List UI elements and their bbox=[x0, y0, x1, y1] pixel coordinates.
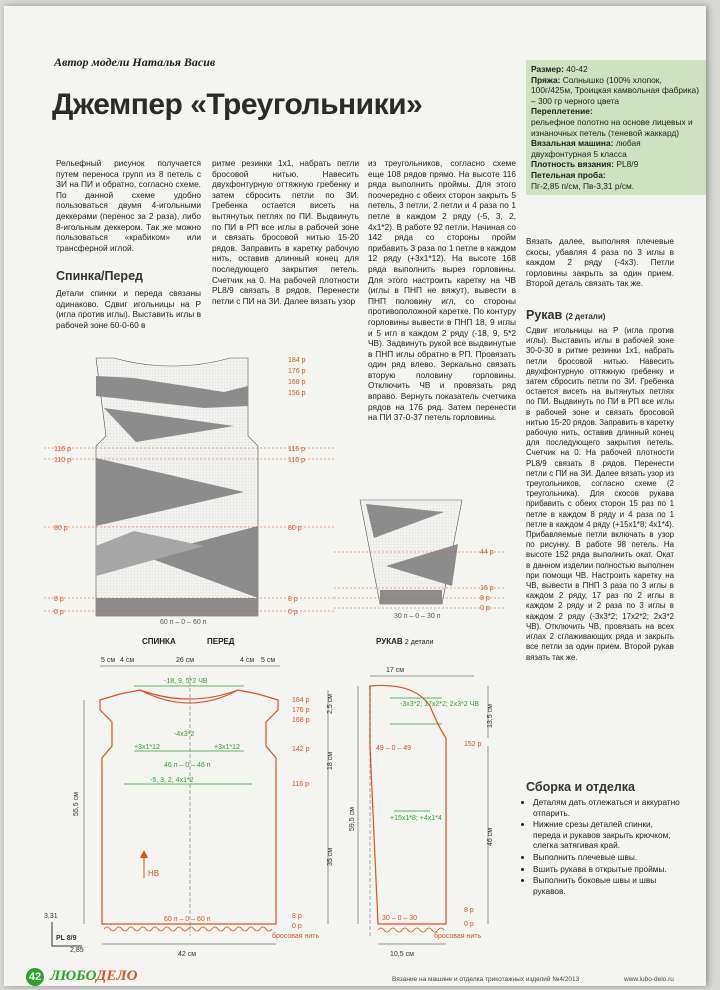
page-title: Джемпер «Треугольники» bbox=[52, 88, 423, 121]
chart-row-label-left: 0 р bbox=[54, 609, 64, 616]
chart-rib-band bbox=[380, 590, 442, 604]
height-label: 55,5 см bbox=[73, 792, 80, 816]
chart-row-label: 116 р bbox=[288, 446, 305, 453]
dim-label: 5 см bbox=[101, 657, 116, 664]
chart-rib-band bbox=[96, 598, 258, 616]
row-label: 0 р bbox=[464, 921, 474, 928]
waste-yarn-note: бросовая нить bbox=[272, 933, 320, 940]
gauge-value: Пг-2,85 п/см, Пв-3,31 р/см. bbox=[531, 180, 635, 191]
brand-part-2: ДЕЛО bbox=[96, 968, 138, 984]
footer-caption: Вязание на машине и отделка трикотажных изделий №4/2013 bbox=[392, 976, 580, 983]
row-label: 8 р bbox=[292, 913, 302, 920]
dim-label: 4 см bbox=[120, 657, 135, 664]
waste-yarn-wave bbox=[104, 927, 272, 931]
width-label: 42 см bbox=[178, 951, 197, 958]
density-value: PL8/9 bbox=[616, 159, 639, 170]
assembly-list bbox=[524, 797, 681, 897]
machine-value: любая двухфонтурная 5 класса bbox=[531, 138, 641, 159]
neck-note: -18, 9, 5*2 ЧВ bbox=[164, 678, 208, 685]
bottom-mark: 60 п – 0 – 60 п bbox=[164, 916, 211, 923]
row-label: 152 р bbox=[464, 741, 482, 748]
column-3-text: из треугольников, согласно схеме еще 108 рядов прямо. На высоте 116 ряда выполнить проймы. Для этого поочередно с обеих сторон закрыть 5 петель, 3 петли, 2 петли и 4 раза по 1 петле в каждом 2 ряду (-5, 3, 2, 4х1*2). В работе 92 петли. Начиная со 142 ряда со стороны пройм прибавить 3 раза по 1 петле в каждом 12 ряду (+3х1*12). На высоте 168 ряда выполнить вырез горловины. Для этого настроить каретку на ЧВ (иглы в ПНП не вяжут), вывести в ПНП половину игл, со стороны противоположной каретке. По контуру горловины вывести в ПНП 18, 9 иглы и 5 игл в каждом 2 ряду (-18, 9, 5*2 ЧВ). Задвинуть рукой все выдвинутые в ПНП иглы обратно в РП. Провязать один ряд влево. Зеркально связать вторую половину горловины. Отключить ЧВ и провязать ряд вправо. Вернуть показатель счетчика рядов на 176 ряд. Затем перенести на ПИ 37-0-37 петель горловины. bbox=[368, 158, 516, 423]
inc-note: +3х1*12 bbox=[214, 744, 240, 751]
chart-row-label: 184 р bbox=[288, 357, 306, 364]
assembly-item: • Вшить рукава в открытые проймы. bbox=[533, 864, 681, 875]
height-label: 35 см bbox=[327, 847, 334, 866]
width-mark: 46 п – 0 – 46 п bbox=[164, 762, 211, 769]
weave-value: рельефное полотно на основе лицевых и изнаночных петель (теневой жаккард) bbox=[531, 116, 693, 138]
chart-row-label: 80 р bbox=[288, 525, 302, 532]
height-label: 2,5 см bbox=[327, 694, 334, 714]
row-label: 184 р bbox=[292, 697, 310, 704]
column-2-text: ритме резинки 1х1, набрать петли бросовой нитью. Навесить двухфонтурную оттяжную гребенку и затем сбросить петли по ЗИ. Гребенка остается висеть на вытянутых петлях по ПИ. Выдвинуть по ПИ в РП все иглы в рабочей зоне и связать бросовой нитью 15-20 рядов. Заправить в каретку рабочую нить, оставив длинный конец для последующего закрытия петель. Счетчик на 0. На рабочей плотности PL8/9 связать 8 рядов. Перенести петли с ПИ на ЗИ. Далее вязать узор bbox=[212, 158, 359, 306]
back-front-heading: Спинка/Перед bbox=[56, 269, 143, 283]
gauge-sample bbox=[42, 908, 98, 952]
gauge-label: Петельная проба: bbox=[531, 169, 606, 180]
sleeve-inc-note: +15х1*8; +4х1*4 bbox=[390, 815, 442, 822]
waste-yarn-note: бросовая нить bbox=[434, 933, 482, 940]
shoulder-note: -4х3*2 bbox=[174, 731, 195, 738]
pattern-sleeve-label-note: 2 детали bbox=[404, 639, 434, 646]
intro-column bbox=[56, 158, 201, 255]
dim-label: 4 см bbox=[240, 657, 255, 664]
footer-site: www.lubo-delo.ru bbox=[624, 976, 674, 983]
chart-row-label: 156 р bbox=[288, 390, 306, 397]
row-label: 142 р bbox=[292, 746, 310, 753]
sleeve-bottom-mark: 30 – 0 – 30 bbox=[382, 915, 418, 922]
chart-row-label: 0 р bbox=[480, 605, 490, 612]
hv-arrow bbox=[140, 850, 159, 878]
chart-row-label: 176 р bbox=[288, 368, 306, 375]
row-label: 8 р bbox=[464, 907, 474, 914]
chart-row-label: 168 р bbox=[288, 379, 306, 386]
row-label: 116 р bbox=[292, 781, 309, 788]
sleeve-cap-note: -3х3*2; 17х2*2; 2х3*2 ЧВ bbox=[400, 701, 479, 708]
assembly-heading: Сборка и отделка bbox=[526, 780, 636, 794]
gauge-density: PL 8/9 bbox=[56, 935, 77, 942]
pattern-sleeve-label-text: РУКАВ bbox=[376, 637, 403, 646]
chart-row-label: 44 р bbox=[480, 549, 494, 556]
yarn-label: Пряжа: bbox=[531, 74, 561, 85]
sleeve-knit-chart bbox=[334, 496, 514, 621]
sleeve-bottom-width: 10,5 см bbox=[390, 951, 414, 958]
brand-part-1: ЛЮБО bbox=[50, 968, 97, 984]
gauge-vertical: 3,31 bbox=[44, 913, 58, 920]
sleeve-heading bbox=[526, 308, 605, 322]
chart-row-label: 16 р bbox=[480, 585, 494, 592]
pattern-sleeve-label bbox=[376, 637, 434, 646]
machine-label: Вязальная машина: bbox=[531, 138, 614, 149]
author-line: Автор модели Наталья Васив bbox=[54, 55, 216, 69]
chart-row-label: 110 р bbox=[288, 457, 305, 464]
chart-bottom-label: 30 п – 0 – 30 п bbox=[394, 613, 441, 620]
sleeve-width-mark: 49 – 0 – 49 bbox=[376, 745, 412, 752]
row-label: 0 р bbox=[292, 923, 302, 930]
chart-row-label-left: 110 р bbox=[54, 457, 71, 464]
row-label: 168 р bbox=[292, 717, 310, 724]
assembly-item: • Выполнить боковые швы и швы рукавов. bbox=[533, 875, 681, 896]
chart-row-label: 0 р bbox=[288, 609, 298, 616]
chart-row-label-left: 8 р bbox=[54, 596, 64, 603]
chart-bottom-label: 60 п – 0 – 60 п bbox=[160, 619, 207, 626]
dim-label: 5 см bbox=[261, 657, 276, 664]
gauge-horizontal: 2,85 bbox=[70, 947, 84, 954]
chart-row-label-left: 116 р bbox=[54, 446, 71, 453]
armhole-note: -5, 3, 2, 4х1*2 bbox=[150, 777, 194, 784]
inc-note: +3х1*12 bbox=[134, 744, 160, 751]
specifications-box bbox=[526, 60, 706, 195]
sleeve-pattern-outline bbox=[370, 685, 446, 924]
sleeve-heading-text: Рукав bbox=[526, 308, 563, 322]
height-label: 18 см bbox=[327, 751, 334, 770]
dim-label: 26 см bbox=[176, 657, 195, 664]
sleeve-height: 59,5 см bbox=[349, 807, 356, 831]
assembly-item: • Выполнить плечевые швы. bbox=[533, 852, 681, 863]
sleeve-top-width: 17 см bbox=[386, 667, 405, 674]
yarn-value: Солнышко (100% хлопок, 100г/425м, Троицкая камвольная фабрика) – 300 гр черного цвета bbox=[531, 74, 700, 106]
sleeve-pattern-diagram bbox=[334, 646, 524, 961]
column-4-top-text: Вязать далее, выполняя плечевые скосы, убавляя 4 раза по 3 иглы в каждом 2 ряду (-4х3). Петли горловины закрыть за один прием. Второй деталь связать так же. bbox=[526, 236, 674, 289]
body-pattern-outline bbox=[100, 690, 278, 924]
assembly-item: • Деталям дать отлежаться и аккуратно отпарить. bbox=[533, 797, 681, 818]
pattern-back-label: СПИНКА bbox=[142, 637, 176, 646]
page-number: 42 bbox=[26, 968, 44, 986]
pattern-front-label: ПЕРЕД bbox=[207, 637, 235, 646]
row-label: 176 р bbox=[292, 707, 310, 714]
chart-row-label-left: 80 р bbox=[54, 525, 68, 532]
size-value: 40-42 bbox=[566, 64, 588, 74]
weave-label: Переплетение: bbox=[531, 106, 593, 117]
body-knit-chart bbox=[44, 346, 334, 626]
assembly-item: • Нижние срезы деталей спинки, переда и рукавов закрыть крючком, слегка затягивая край. bbox=[533, 819, 681, 851]
size-label: Размер: bbox=[531, 64, 564, 74]
sleeve-text: Сдвиг игольницы на Р (игла против иглы). Выставить иглы в рабочей зоне 30-0-30 в ритме резинки 1х1, набрать петли бросовой нитью. Навесить двухфонтурную оттяжную гребенку и затем сбросить петли по ЗИ. Гребенка остается висеть на вытянутых петлях по ПИ. Выдвинуть по ПИ в РП все иглы в рабочей зоне и связать бросовой нитью 15-20 рядов. Заправить в каретку рабочую нить, оставив длинный конец для последующего закрытия петель. Счетчик на 0. На рабочей плотности PL8/9 связать 8 рядов. Перенести петли с ПИ на ЗИ. Далее вязать узор из треугольников, согласно схеме (2 треугольника). Для скосов рукава прибавить с обеих сторон 15 раз по 1 петле в каждом 8 ряду и 4 раза по 1 петле в каждом 4 ряду (+15х1*8; 4х1*4). Прибавляемые петли включать в узор по рисунку. В работе 98 петель. На высоте 152 ряда выполнить окат. Окат в данном изделии полностью выполнен при помощи ЧВ. Настроить каретку на ЧВ, вывести в ПНП 3 раза по 3 иглы в каждом 2 ряду, 17 раз по 2 иглы в каждом 2 ряду и 2 раза по 3 иглы в каждом 2 ряду (-3х3*2; 17х2*2; 2х3*2 ЧВ). Отключить ЧВ, провязать на всех иглах 2 сглаживающих ряда и закрыть все петли за один прием. Второй рукав вязать так же. bbox=[526, 326, 674, 662]
sleeve-side-height: 46 см bbox=[487, 827, 494, 846]
intro-text: Рельефный рисунок получается путем переноса групп из 8 петель с ЗИ на ПИ и обратно, согласно схеме. По данной схеме удобно пользоваться двумя 4-игольными деккерами (перенос за 2 раза), либо 8-игольным деккером. Так же можно пользоваться «крабиком» или трансферной иглой. bbox=[56, 158, 201, 253]
back-front-text: Детали спинки и переда связаны одинаково. Сдвиг игольницы на Р (игла против иглы). Выставить иглы в рабочей зоне 60-0-60 в bbox=[56, 288, 201, 330]
chart-row-label: 8 р bbox=[288, 596, 298, 603]
magazine-page bbox=[4, 6, 706, 986]
hv-label: НВ bbox=[148, 869, 160, 878]
density-label: Плотность вязания: bbox=[531, 159, 615, 170]
sleeve-heading-note: (2 детали) bbox=[565, 312, 606, 321]
brand-logo bbox=[50, 968, 138, 985]
waste-yarn-wave bbox=[378, 928, 444, 932]
sleeve-cap-height: 13,5 см bbox=[487, 704, 494, 728]
chart-row-label: 8 р bbox=[480, 595, 490, 602]
